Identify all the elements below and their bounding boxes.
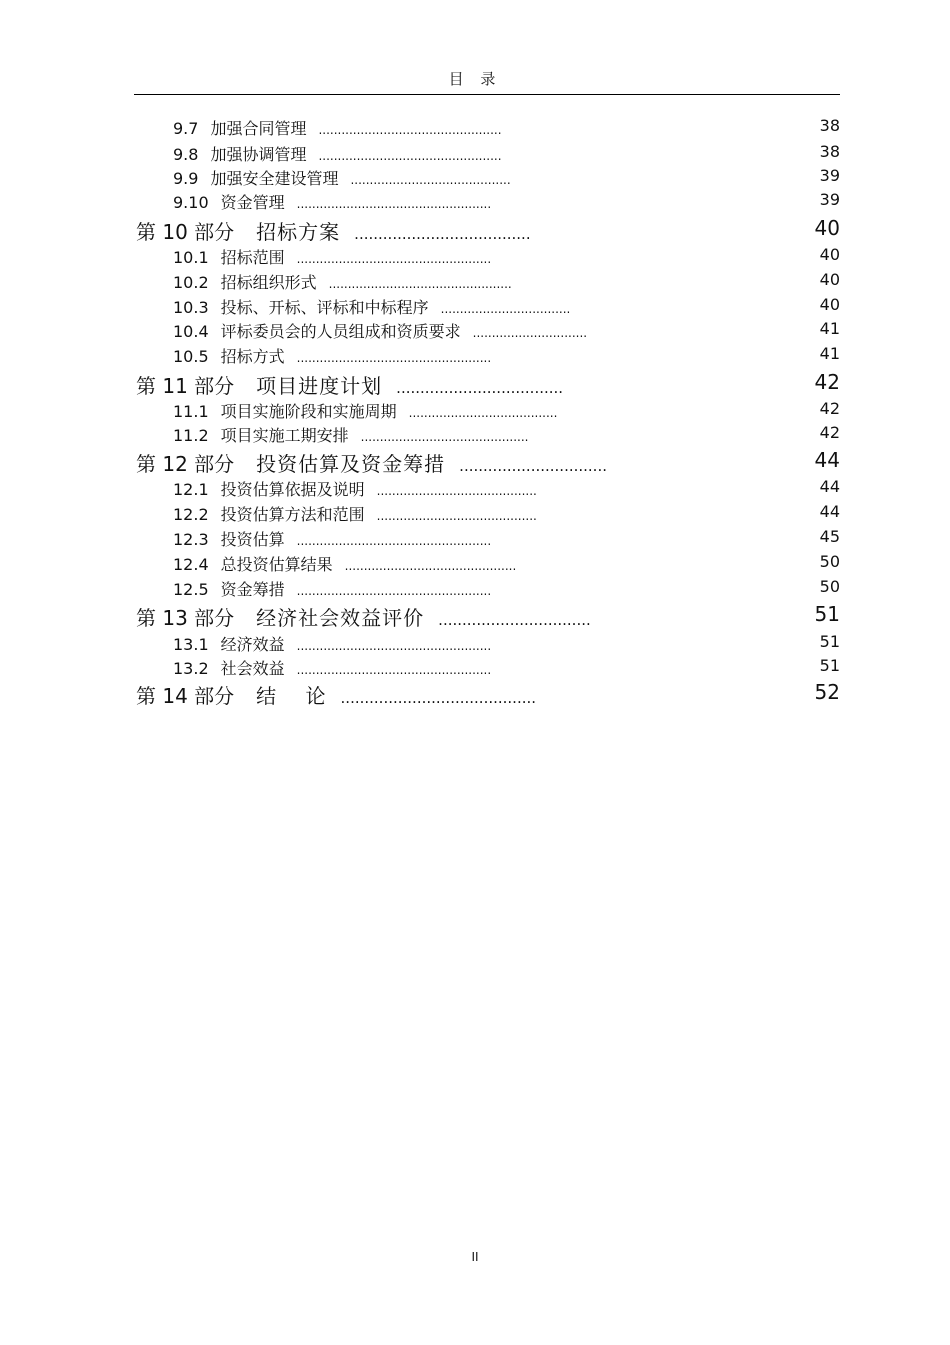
toc-leader: ................................................... bbox=[296, 639, 492, 653]
page-number: II bbox=[471, 1250, 479, 1264]
toc-page: 51 bbox=[819, 656, 840, 675]
toc-page: 51 bbox=[814, 602, 840, 626]
toc-title: 投资估算依据及说明 bbox=[220, 480, 365, 499]
toc-title: 项目实施工期安排 bbox=[220, 426, 349, 445]
toc-page: 42 bbox=[814, 370, 840, 394]
toc-leader: ................................... bbox=[396, 379, 564, 397]
toc-part-title: 项目进度计划 bbox=[256, 374, 383, 398]
toc-leader: ................................................ bbox=[328, 277, 512, 291]
toc-part-number: 第 10 部分 bbox=[136, 220, 235, 244]
toc-leader: ................................................ bbox=[318, 149, 502, 163]
toc-page: 41 bbox=[819, 319, 840, 338]
toc-number: 10.5 bbox=[173, 347, 209, 366]
toc-page: 52 bbox=[814, 680, 840, 704]
toc-number: 10.2 bbox=[173, 273, 209, 292]
toc-number: 12.5 bbox=[173, 580, 209, 599]
toc-title: 资金管理 bbox=[220, 193, 285, 212]
toc-title: 社会效益 bbox=[220, 659, 285, 678]
toc-number: 13.1 bbox=[173, 635, 209, 654]
toc-part-number: 第 14 部分 bbox=[136, 684, 235, 708]
toc-leader: ....................................... bbox=[408, 406, 558, 420]
toc-title: 加强安全建设管理 bbox=[210, 169, 339, 188]
toc-title: 资金筹措 bbox=[220, 580, 285, 599]
toc-leader: ................................................... bbox=[296, 584, 492, 598]
toc-page: 44 bbox=[819, 477, 840, 496]
toc-leader: ..................................... bbox=[354, 225, 531, 243]
toc-number: 13.2 bbox=[173, 659, 209, 678]
toc-leader: .......................................... bbox=[376, 484, 537, 498]
toc-number: 11.1 bbox=[173, 402, 209, 421]
toc-leader: ................................ bbox=[438, 611, 591, 629]
toc-entry[interactable] bbox=[0, 577, 950, 600]
toc-entry[interactable] bbox=[0, 552, 950, 575]
toc-page: 50 bbox=[819, 577, 840, 596]
toc-entry[interactable] bbox=[0, 245, 950, 268]
toc-entry[interactable] bbox=[0, 344, 950, 367]
toc-number: 12.3 bbox=[173, 530, 209, 549]
toc-title: 总投资估算结果 bbox=[220, 555, 333, 574]
toc-title: 评标委员会的人员组成和资质要求 bbox=[220, 322, 461, 341]
toc-leader: ................................................... bbox=[296, 663, 492, 677]
toc-page: 40 bbox=[814, 216, 840, 240]
toc-page: 45 bbox=[819, 527, 840, 546]
toc-title: 加强协调管理 bbox=[210, 145, 307, 164]
toc-title: 招标方式 bbox=[220, 347, 285, 366]
toc-page: 38 bbox=[819, 142, 840, 161]
toc-leader: ................................................... bbox=[296, 351, 492, 365]
toc-title: 经济效益 bbox=[220, 635, 285, 654]
toc-number: 9.10 bbox=[173, 193, 209, 212]
toc-leader: .................................. bbox=[440, 302, 571, 316]
toc-part-entry[interactable] bbox=[0, 448, 950, 477]
toc-entry[interactable] bbox=[0, 116, 950, 139]
toc-page: 40 bbox=[819, 270, 840, 289]
toc-leader: ............................... bbox=[459, 457, 607, 475]
toc-title: 招标组织形式 bbox=[220, 273, 317, 292]
toc-entry[interactable] bbox=[0, 142, 950, 165]
toc-page: 44 bbox=[819, 502, 840, 521]
toc-entry[interactable] bbox=[0, 477, 950, 500]
toc-number: 9.7 bbox=[173, 119, 199, 138]
toc-page: 42 bbox=[819, 399, 840, 418]
toc-number: 12.1 bbox=[173, 480, 209, 499]
toc-entry[interactable] bbox=[0, 190, 950, 213]
toc-number: 10.3 bbox=[173, 298, 209, 317]
toc-part-number: 第 12 部分 bbox=[136, 452, 235, 476]
toc-entry[interactable] bbox=[0, 166, 950, 189]
toc-leader: ................................................ bbox=[318, 123, 502, 137]
toc-entry[interactable] bbox=[0, 423, 950, 446]
toc-page: 38 bbox=[819, 116, 840, 135]
toc-leader: ................................................... bbox=[296, 252, 492, 266]
toc-title: 投标、开标、评标和中标程序 bbox=[220, 298, 429, 317]
toc-entry[interactable] bbox=[0, 295, 950, 318]
toc-entry[interactable] bbox=[0, 632, 950, 655]
toc-number: 12.2 bbox=[173, 505, 209, 524]
toc-number: 9.8 bbox=[173, 145, 199, 164]
toc-entry[interactable] bbox=[0, 527, 950, 550]
toc-title: 投资估算 bbox=[220, 530, 285, 549]
toc-part-number: 第 11 部分 bbox=[136, 374, 235, 398]
toc-title: 项目实施阶段和实施周期 bbox=[220, 402, 397, 421]
toc-page: 42 bbox=[819, 423, 840, 442]
toc-part-title: 结 论 bbox=[256, 684, 327, 708]
toc-number: 12.4 bbox=[173, 555, 209, 574]
toc-leader: .......................................... bbox=[350, 173, 511, 187]
toc-leader: .......................................... bbox=[376, 509, 537, 523]
toc-page: 41 bbox=[819, 344, 840, 363]
toc-title: 加强合同管理 bbox=[210, 119, 307, 138]
toc-part-title: 投资估算及资金筹措 bbox=[256, 452, 446, 476]
toc-leader: ................................................... bbox=[296, 534, 492, 548]
toc-leader: ......................................... bbox=[340, 689, 537, 707]
toc-entry[interactable] bbox=[0, 656, 950, 679]
toc-page: 50 bbox=[819, 552, 840, 571]
toc-page: 39 bbox=[819, 166, 840, 185]
toc-title: 投资估算方法和范围 bbox=[220, 505, 365, 524]
toc-number: 9.9 bbox=[173, 169, 199, 188]
toc-entry[interactable] bbox=[0, 399, 950, 422]
toc-page: 40 bbox=[819, 295, 840, 314]
page-header-title: 目 录 bbox=[448, 70, 502, 88]
toc-title: 招标范围 bbox=[220, 248, 285, 267]
toc-number: 10.1 bbox=[173, 248, 209, 267]
toc-entry[interactable] bbox=[0, 502, 950, 525]
toc-part-title: 经济社会效益评价 bbox=[256, 606, 425, 630]
toc-page: 40 bbox=[819, 245, 840, 264]
toc-entry[interactable] bbox=[0, 319, 950, 342]
toc-leader: ............................................ bbox=[360, 430, 529, 444]
toc-entry[interactable] bbox=[0, 270, 950, 293]
toc-part-entry[interactable] bbox=[0, 680, 950, 709]
toc-page: 39 bbox=[819, 190, 840, 209]
toc-page: 44 bbox=[814, 448, 840, 472]
toc-part-entry[interactable] bbox=[0, 602, 950, 631]
toc-part-number: 第 13 部分 bbox=[136, 606, 235, 630]
toc-leader: ............................................. bbox=[344, 559, 517, 573]
toc-leader: .............................. bbox=[472, 326, 588, 340]
toc-page: 51 bbox=[819, 632, 840, 651]
toc-part-entry[interactable] bbox=[0, 216, 950, 245]
toc-part-title: 招标方案 bbox=[256, 220, 341, 244]
toc-part-entry[interactable] bbox=[0, 370, 950, 399]
toc-number: 11.2 bbox=[173, 426, 209, 445]
toc-leader: ................................................... bbox=[296, 197, 492, 211]
toc-number: 10.4 bbox=[173, 322, 209, 341]
